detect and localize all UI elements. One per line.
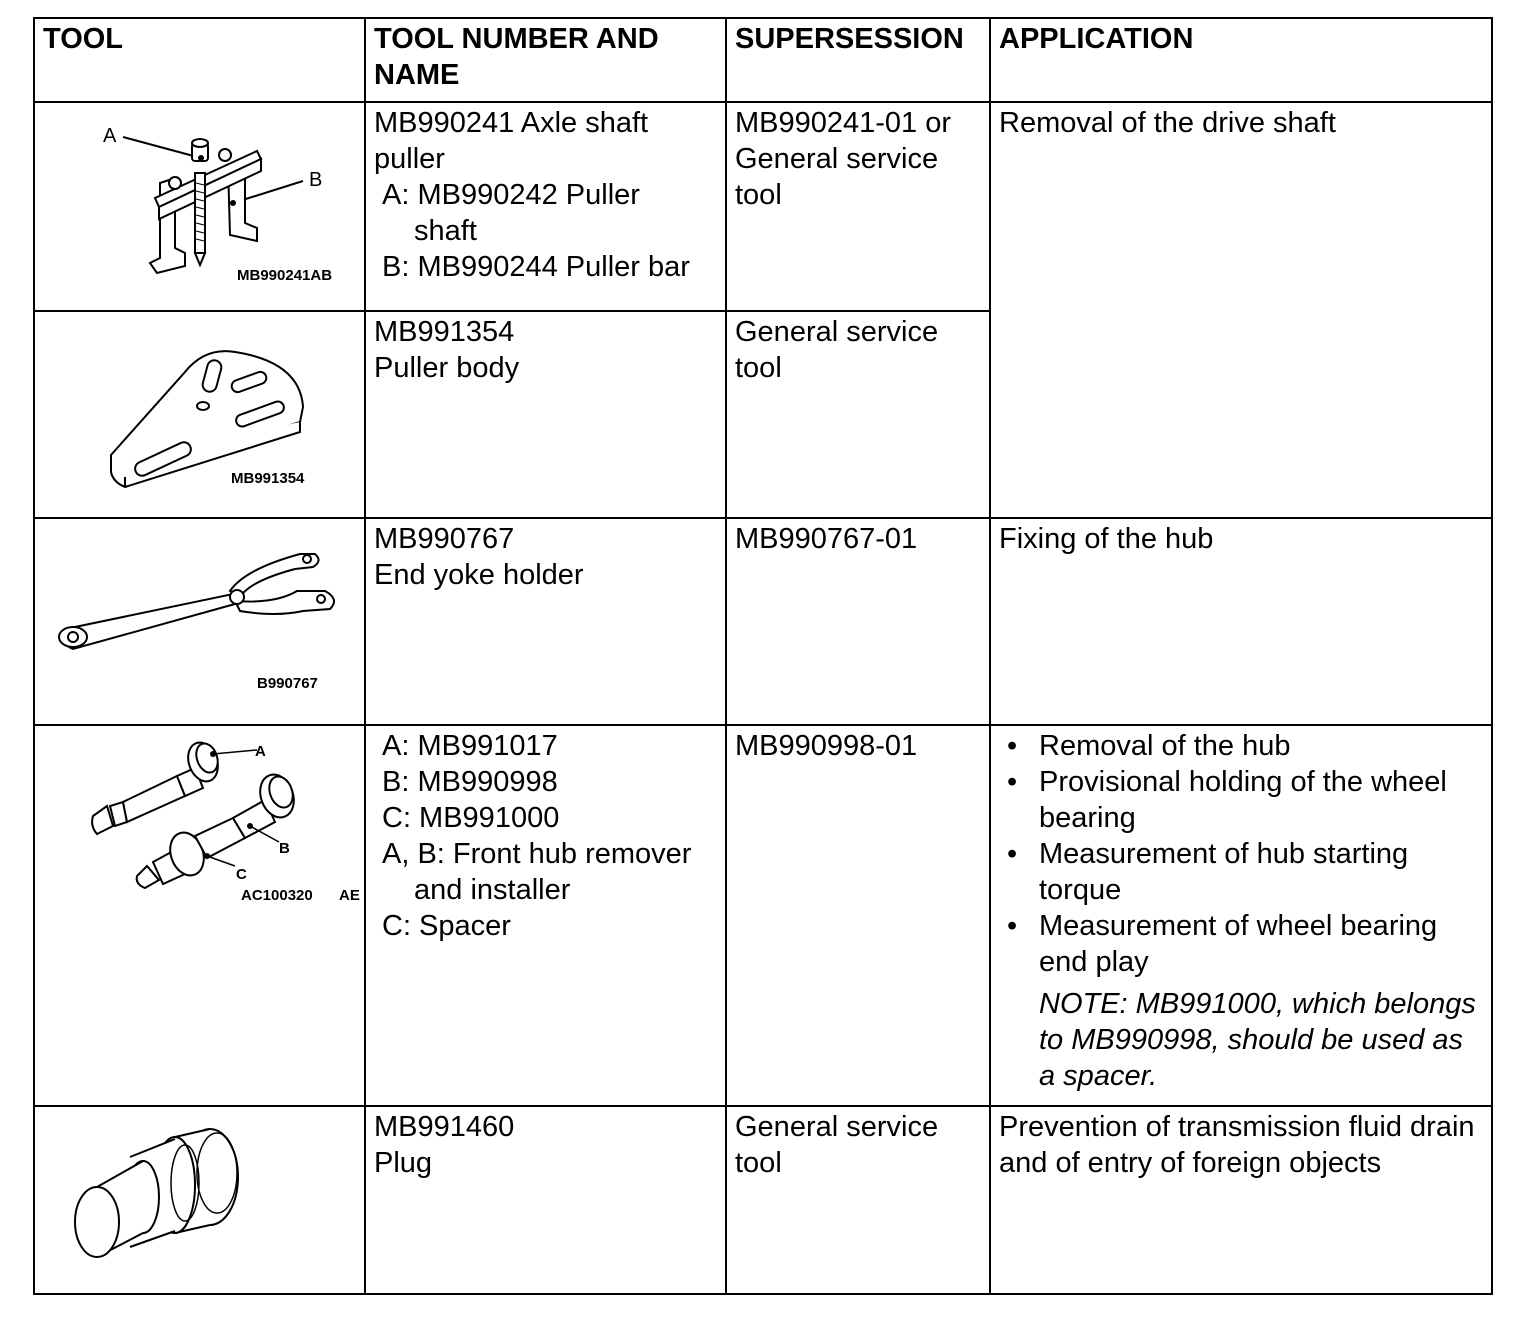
table-row <box>34 518 1492 725</box>
table-row <box>34 102 1492 311</box>
supersession-line: MB990767-01 <box>735 523 918 555</box>
figure-code: MB990241AB <box>237 267 333 284</box>
tool-number-line: puller <box>374 143 445 175</box>
tool-number-line: MB990767 <box>374 523 515 555</box>
callout-a: A <box>255 743 266 760</box>
table-row <box>34 1106 1492 1294</box>
special-tools-table <box>33 17 1493 1295</box>
supersession-line: General service <box>735 316 939 348</box>
tool-number-line: MB990241 Axle shaft <box>374 107 649 139</box>
application-cell <box>990 102 1492 518</box>
hub-remover-illustration <box>35 726 366 1107</box>
figure-code-suffix: AE <box>339 887 360 904</box>
header-tool: TOOL <box>34 18 365 102</box>
callout-a: A <box>103 125 117 147</box>
supersession-cell <box>726 725 990 1106</box>
tool-number-line: C: Spacer <box>382 910 511 942</box>
tool-number-cell <box>365 1106 726 1294</box>
callout-b: B <box>309 169 323 191</box>
puller-body-illustration <box>35 312 366 519</box>
tool-number-line: MB991460 <box>374 1111 515 1143</box>
application-note: NOTE: MB991000, which belongs to MB990998, should be used as a spacer. <box>1039 988 1476 1092</box>
application-list <box>999 728 1485 980</box>
plug-illustration <box>35 1107 366 1295</box>
tool-number-line: End yoke holder <box>374 559 584 591</box>
application-text: Prevention of transmission fluid drain and of entry of foreign objects <box>999 1111 1475 1179</box>
tool-figure-cell <box>34 518 365 725</box>
tool-number-line: shaft <box>414 215 477 247</box>
figure-code: B990767 <box>257 675 318 692</box>
tool-number-line: A, B: Front hub remover <box>382 838 692 870</box>
application-cell <box>990 518 1492 725</box>
supersession-line: tool <box>735 1147 782 1179</box>
header-supersession: SUPERSESSION <box>726 18 990 102</box>
tool-figure-cell <box>34 311 365 518</box>
tool-figure-cell <box>34 102 365 311</box>
supersession-cell <box>726 518 990 725</box>
supersession-line: MB990998-01 <box>735 730 918 762</box>
supersession-cell <box>726 102 990 311</box>
tool-figure-cell <box>34 1106 365 1294</box>
end-yoke-holder-illustration <box>35 519 366 726</box>
supersession-cell <box>726 311 990 518</box>
supersession-line: General service <box>735 1111 939 1143</box>
tool-number-line: C: MB991000 <box>382 802 560 834</box>
application-text: Removal of the drive shaft <box>999 107 1336 139</box>
tool-number-line: B: MB990998 <box>382 766 558 798</box>
application-text: Fixing of the hub <box>999 523 1214 555</box>
tool-number-line: and installer <box>414 874 571 906</box>
application-cell <box>990 1106 1492 1294</box>
figure-code: MB991354 <box>231 470 305 487</box>
header-application: APPLICATION <box>990 18 1492 102</box>
table-row <box>34 725 1492 1106</box>
supersession-line: tool <box>735 179 782 211</box>
tool-number-line: Puller body <box>374 352 520 384</box>
figure-code: AC100320 <box>241 887 313 904</box>
tool-number-cell <box>365 725 726 1106</box>
supersession-line: General service <box>735 143 939 175</box>
header-tool-number-name: TOOL NUMBER AND NAME <box>365 18 726 102</box>
tool-number-line: B: MB990244 Puller bar <box>382 251 690 283</box>
tool-number-line: MB991354 <box>374 316 515 348</box>
application-cell <box>990 725 1492 1106</box>
supersession-line: MB990241-01 or <box>735 107 952 139</box>
list-item: • Provisional holding of the wheel bearing <box>1039 764 1485 836</box>
supersession-cell <box>726 1106 990 1294</box>
tool-number-cell <box>365 102 726 311</box>
tool-number-line: A: MB991017 <box>382 730 558 762</box>
supersession-line: tool <box>735 352 782 384</box>
tool-number-line: A: MB990242 Puller <box>382 179 640 211</box>
tool-number-cell <box>365 518 726 725</box>
header-row <box>34 18 1492 102</box>
tool-number-cell <box>365 311 726 518</box>
tool-figure-cell <box>34 725 365 1106</box>
callout-c: C <box>236 866 247 883</box>
list-item: • Measurement of hub starting torque <box>1039 836 1485 908</box>
tool-number-line: Plug <box>374 1147 433 1179</box>
callout-b: B <box>279 840 290 857</box>
list-item: • Removal of the hub <box>1039 728 1485 764</box>
list-item: • Measurement of wheel bearing end play <box>1039 908 1485 980</box>
